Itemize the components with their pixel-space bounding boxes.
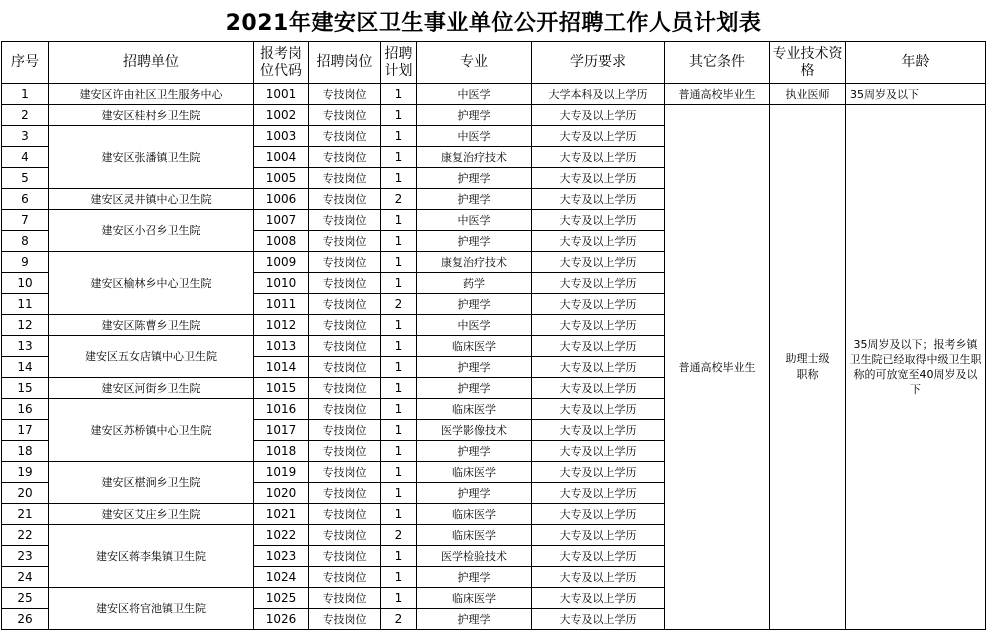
row-code: 1021 [254,504,309,525]
row-seq: 24 [2,567,49,588]
row-major: 药学 [417,273,532,294]
row-other: 普通高校毕业生 [665,84,770,105]
row-seq: 6 [2,189,49,210]
row-major: 中医学 [417,315,532,336]
row-position: 专技岗位 [309,462,381,483]
page-title: 2021年建安区卫生事业单位公开招聘工作人员计划表 [225,10,762,36]
row-code: 1018 [254,441,309,462]
row-code: 1026 [254,609,309,630]
row-seq: 18 [2,441,49,462]
row-code: 1016 [254,399,309,420]
header-education: 学历要求 [532,42,665,84]
row-unit: 建安区五女店镇中心卫生院 [49,336,254,378]
row-major: 临床医学 [417,336,532,357]
row-major: 护理学 [417,294,532,315]
row-plan: 1 [381,147,417,168]
row-unit: 建安区灵井镇中心卫生院 [49,189,254,210]
row-plan: 2 [381,294,417,315]
row-unit: 建安区榆林乡中心卫生院 [49,252,254,315]
row-unit: 建安区蒋李集镇卫生院 [49,525,254,588]
row-education: 大专及以上学历 [532,441,665,462]
row-position: 专技岗位 [309,168,381,189]
row-plan: 1 [381,336,417,357]
row-education: 大专及以上学历 [532,231,665,252]
row-education: 大专及以上学历 [532,399,665,420]
row-major: 临床医学 [417,462,532,483]
row-position: 专技岗位 [309,231,381,252]
row-education: 大专及以上学历 [532,105,665,126]
row-major: 中医学 [417,126,532,147]
row-major: 护理学 [417,105,532,126]
row-code: 1013 [254,336,309,357]
row-position: 专技岗位 [309,210,381,231]
row-plan: 1 [381,462,417,483]
row-seq: 9 [2,252,49,273]
row-major: 中医学 [417,210,532,231]
recruitment-plan-table [1,41,986,630]
row-unit: 建安区将官池镇卫生院 [49,588,254,630]
row-education: 大专及以上学历 [532,294,665,315]
row-position: 专技岗位 [309,378,381,399]
row-major: 医学影像技术 [417,420,532,441]
row-major: 护理学 [417,189,532,210]
row-position: 专技岗位 [309,483,381,504]
row-major: 临床医学 [417,399,532,420]
row-plan: 1 [381,441,417,462]
row-code: 1003 [254,126,309,147]
row-position: 专技岗位 [309,420,381,441]
row-seq: 19 [2,462,49,483]
row-plan: 1 [381,399,417,420]
row-major: 临床医学 [417,588,532,609]
row-position: 专技岗位 [309,525,381,546]
row-education: 大专及以上学历 [532,525,665,546]
row-plan: 1 [381,126,417,147]
row-plan: 1 [381,483,417,504]
row-unit: 建安区桂村乡卫生院 [49,105,254,126]
row-position: 专技岗位 [309,273,381,294]
row-position: 专技岗位 [309,588,381,609]
row-position: 专技岗位 [309,252,381,273]
row-code: 1007 [254,210,309,231]
row-education: 大专及以上学历 [532,609,665,630]
header-unit: 招聘单位 [49,42,254,84]
merged-other: 普通高校毕业生 [665,105,770,630]
row-education: 大专及以上学历 [532,168,665,189]
row-code: 1023 [254,546,309,567]
row-seq: 1 [2,84,49,105]
row-education: 大专及以上学历 [532,315,665,336]
row-position: 专技岗位 [309,105,381,126]
row-code: 1014 [254,357,309,378]
row-plan: 1 [381,357,417,378]
row-education: 大专及以上学历 [532,567,665,588]
row-plan: 2 [381,609,417,630]
row-education: 大专及以上学历 [532,210,665,231]
row-code: 1025 [254,588,309,609]
row-seq: 22 [2,525,49,546]
row-code: 1019 [254,462,309,483]
row-plan: 1 [381,378,417,399]
row-major: 临床医学 [417,525,532,546]
row-unit: 建安区许由社区卫生服务中心 [49,84,254,105]
row-major: 临床医学 [417,504,532,525]
row-plan: 2 [381,189,417,210]
header-other: 其它条件 [665,42,770,84]
row-seq: 8 [2,231,49,252]
row-seq: 21 [2,504,49,525]
row-unit: 建安区小召乡卫生院 [49,210,254,252]
row-education: 大专及以上学历 [532,357,665,378]
row-code: 1001 [254,84,309,105]
row-seq: 4 [2,147,49,168]
row-plan: 1 [381,420,417,441]
row-plan: 1 [381,315,417,336]
row-education: 大专及以上学历 [532,147,665,168]
row-position: 专技岗位 [309,567,381,588]
row-unit: 建安区陈曹乡卫生院 [49,315,254,336]
row-major: 康复治疗技术 [417,147,532,168]
row-position: 专技岗位 [309,399,381,420]
row-education: 大专及以上学历 [532,462,665,483]
table-row [2,84,986,105]
row-major: 护理学 [417,231,532,252]
row-seq: 11 [2,294,49,315]
row-position: 专技岗位 [309,546,381,567]
row-education: 大专及以上学历 [532,252,665,273]
row-plan: 1 [381,168,417,189]
row-education: 大专及以上学历 [532,378,665,399]
header-position: 招聘岗位 [309,42,381,84]
row-position: 专技岗位 [309,84,381,105]
row-code: 1024 [254,567,309,588]
row-major: 医学检验技术 [417,546,532,567]
row-major: 护理学 [417,168,532,189]
row-seq: 14 [2,357,49,378]
row-education: 大专及以上学历 [532,336,665,357]
merged-qualification: 助理士级职称 [770,105,846,630]
row-position: 专技岗位 [309,357,381,378]
row-plan: 1 [381,210,417,231]
row-plan: 2 [381,525,417,546]
row-seq: 10 [2,273,49,294]
header-qualification: 专业技术资格 [770,42,846,84]
row-education: 大专及以上学历 [532,189,665,210]
row-seq: 13 [2,336,49,357]
row-education: 大专及以上学历 [532,504,665,525]
row-seq: 17 [2,420,49,441]
row-major: 护理学 [417,567,532,588]
row-seq: 7 [2,210,49,231]
row-education: 大学本科及以上学历 [532,84,665,105]
row-position: 专技岗位 [309,609,381,630]
header-major: 专业 [417,42,532,84]
row-age: 35周岁及以下 [846,84,986,105]
row-seq: 3 [2,126,49,147]
row-position: 专技岗位 [309,336,381,357]
row-plan: 1 [381,567,417,588]
row-education: 大专及以上学历 [532,483,665,504]
row-major: 护理学 [417,483,532,504]
row-plan: 1 [381,231,417,252]
row-education: 大专及以上学历 [532,546,665,567]
row-code: 1002 [254,105,309,126]
row-plan: 1 [381,588,417,609]
row-education: 大专及以上学历 [532,126,665,147]
row-seq: 2 [2,105,49,126]
row-plan: 1 [381,252,417,273]
row-unit: 建安区张潘镇卫生院 [49,126,254,189]
row-seq: 20 [2,483,49,504]
row-seq: 12 [2,315,49,336]
row-code: 1020 [254,483,309,504]
row-code: 1009 [254,252,309,273]
row-plan: 1 [381,504,417,525]
row-qualification: 执业医师 [770,84,846,105]
row-seq: 23 [2,546,49,567]
row-code: 1012 [254,315,309,336]
row-seq: 5 [2,168,49,189]
row-major: 护理学 [417,357,532,378]
row-major: 康复治疗技术 [417,252,532,273]
row-education: 大专及以上学历 [532,420,665,441]
header-plan: 招聘计划 [381,42,417,84]
row-position: 专技岗位 [309,189,381,210]
row-seq: 15 [2,378,49,399]
row-code: 1022 [254,525,309,546]
row-code: 1004 [254,147,309,168]
merged-age: 35周岁及以下；报考乡镇卫生院已经取得中级卫生职称的可放宽至40周岁及以下 [846,105,986,630]
header-age: 年龄 [846,42,986,84]
row-major: 护理学 [417,441,532,462]
row-code: 1005 [254,168,309,189]
header-code: 报考岗位代码 [254,42,309,84]
row-code: 1015 [254,378,309,399]
row-unit: 建安区河街乡卫生院 [49,378,254,399]
row-education: 大专及以上学历 [532,273,665,294]
row-position: 专技岗位 [309,147,381,168]
row-code: 1006 [254,189,309,210]
row-position: 专技岗位 [309,126,381,147]
row-plan: 1 [381,273,417,294]
table-header-row [2,42,986,84]
row-position: 专技岗位 [309,441,381,462]
row-position: 专技岗位 [309,504,381,525]
row-seq: 16 [2,399,49,420]
row-unit: 建安区椹涧乡卫生院 [49,462,254,504]
row-code: 1017 [254,420,309,441]
row-major: 护理学 [417,609,532,630]
row-education: 大专及以上学历 [532,588,665,609]
row-plan: 1 [381,105,417,126]
row-seq: 25 [2,588,49,609]
row-major: 中医学 [417,84,532,105]
row-seq: 26 [2,609,49,630]
row-code: 1011 [254,294,309,315]
row-position: 专技岗位 [309,315,381,336]
row-unit: 建安区艾庄乡卫生院 [49,504,254,525]
row-unit: 建安区苏桥镇中心卫生院 [49,399,254,462]
row-code: 1008 [254,231,309,252]
table-row [2,105,986,126]
row-plan: 1 [381,546,417,567]
row-plan: 1 [381,84,417,105]
row-code: 1010 [254,273,309,294]
row-position: 专技岗位 [309,294,381,315]
row-major: 护理学 [417,378,532,399]
header-seq: 序号 [2,42,49,84]
